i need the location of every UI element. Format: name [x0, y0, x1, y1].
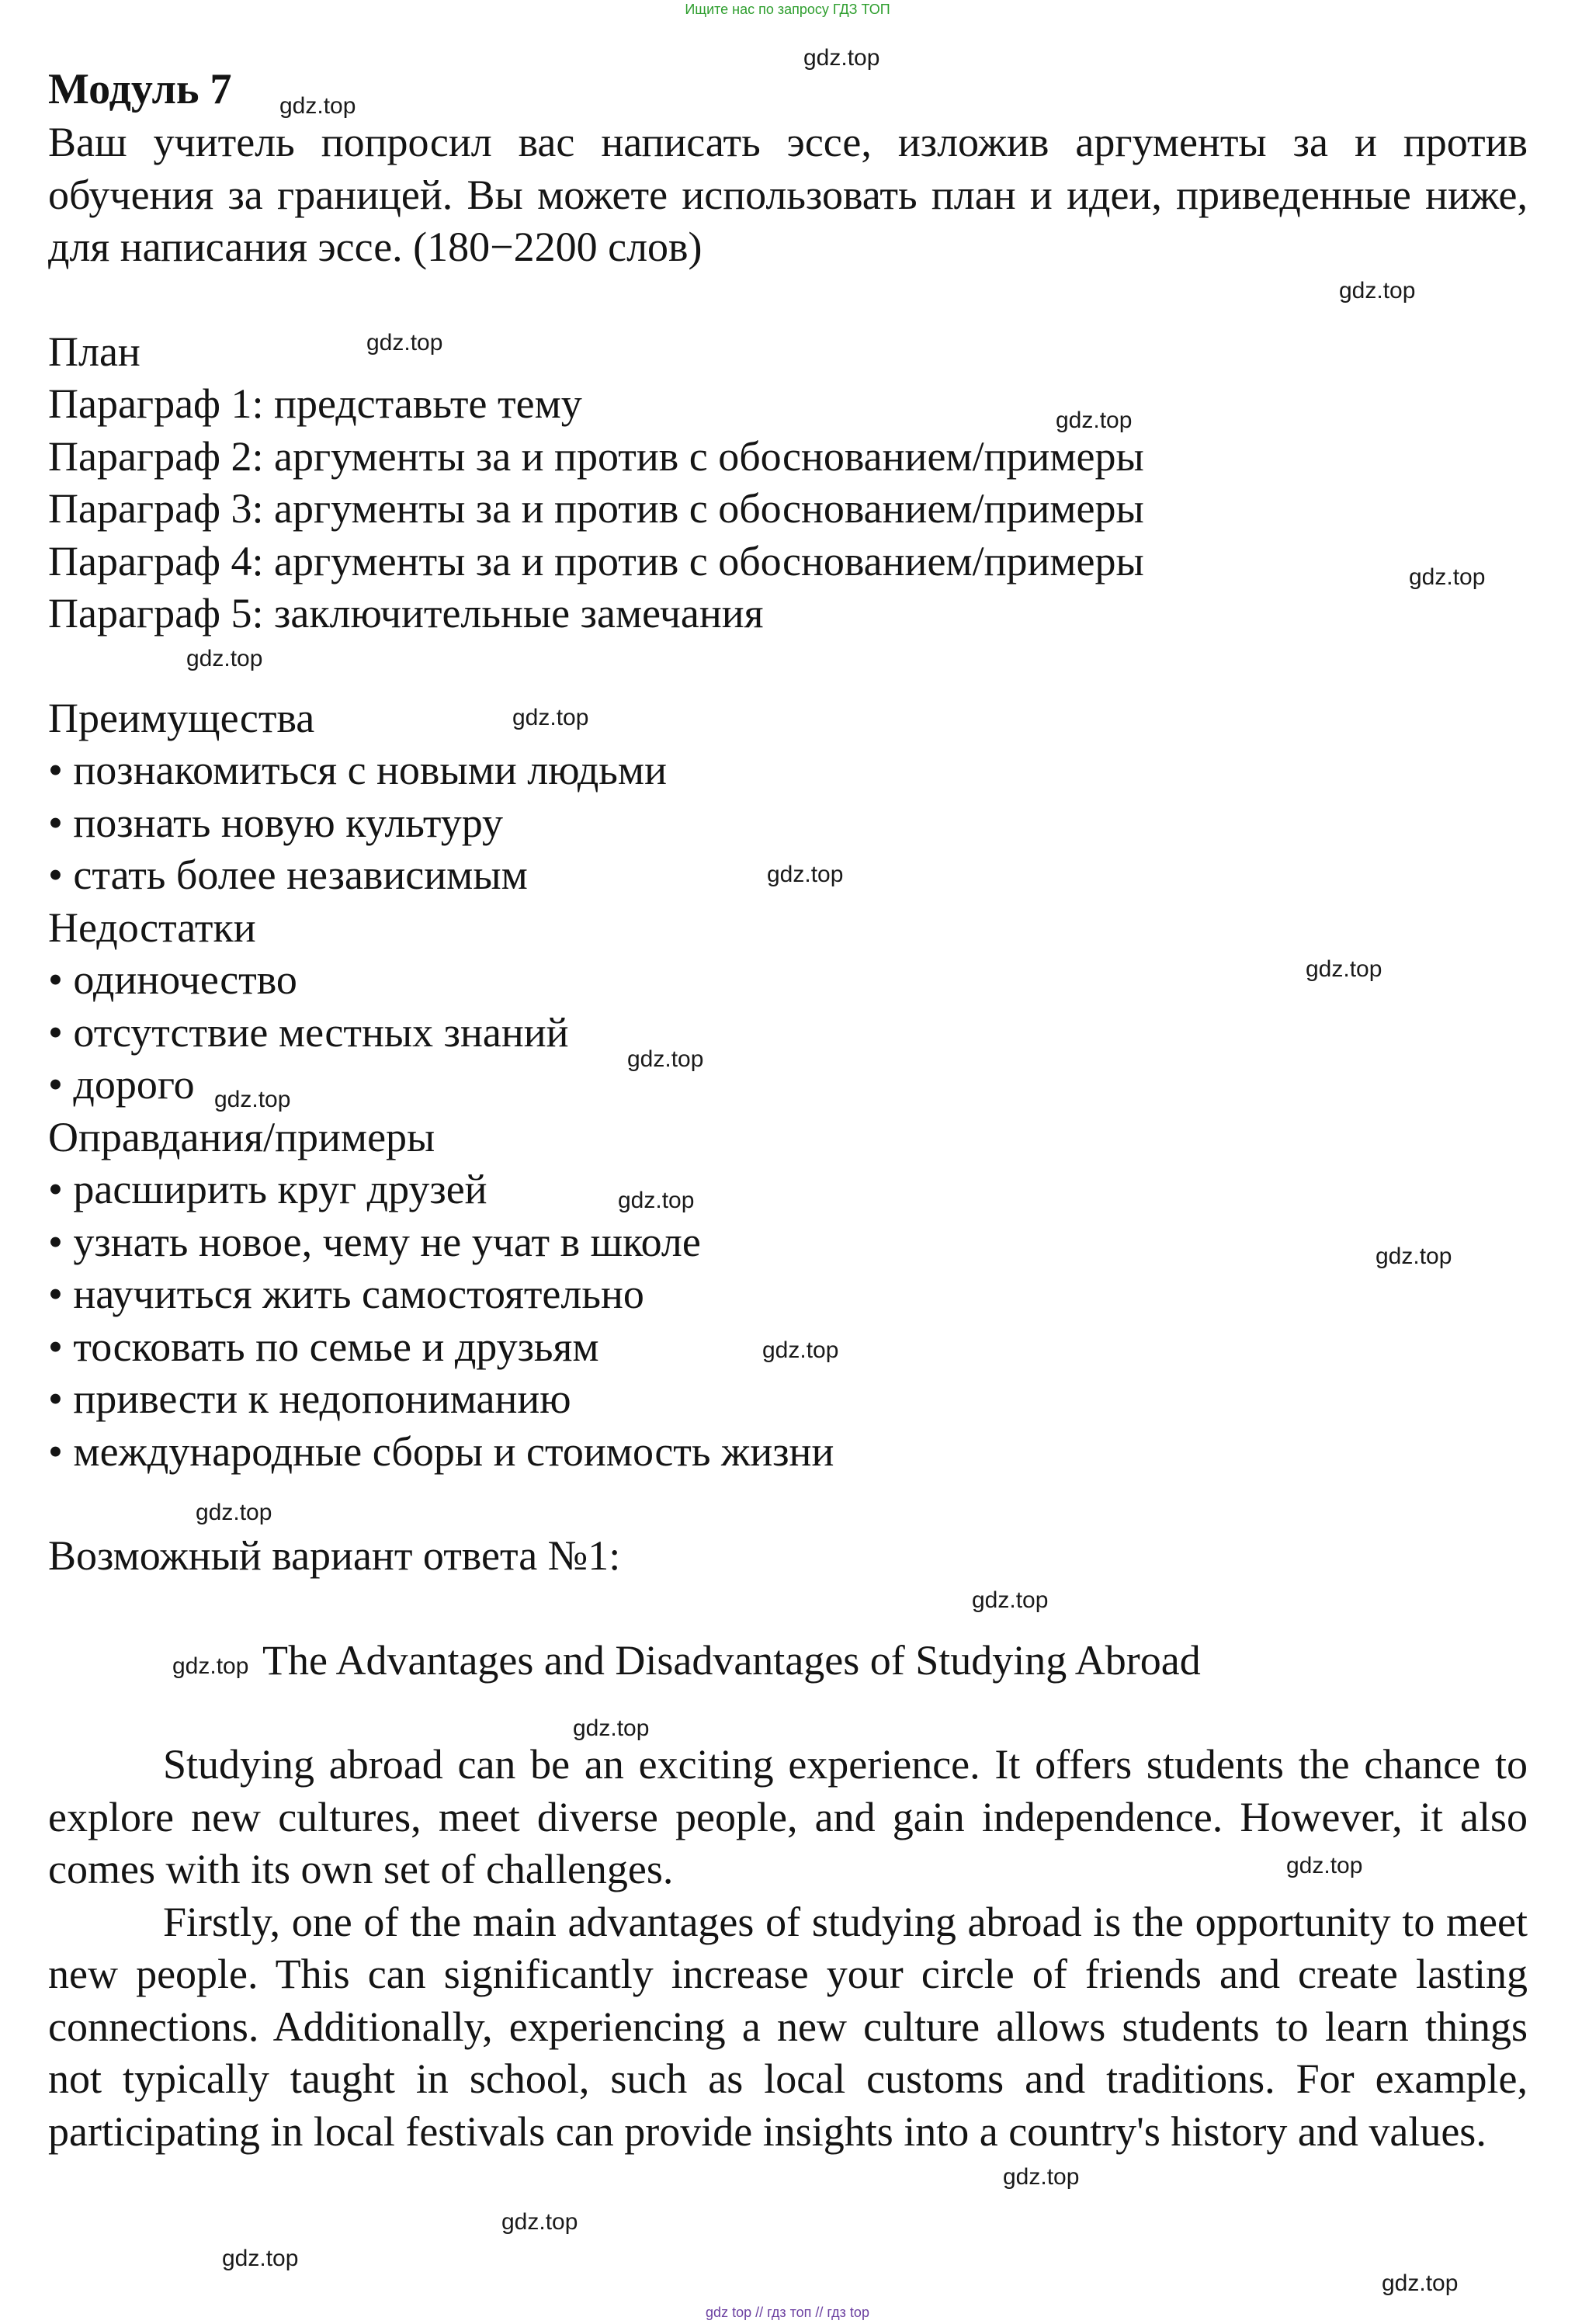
justification-item: • тосковать по семье и друзьям [48, 1323, 599, 1370]
watermark: gdz.top [196, 1500, 272, 1525]
disadvantages-heading: Недостатки [48, 904, 256, 951]
top-banner: Ищите нас по запросу ГДЗ ТОП [685, 2, 890, 17]
plan-item: Параграф 4: аргументы за и против с обоснованием/примеры [48, 537, 1144, 584]
watermark: gdz.top [1409, 564, 1486, 590]
watermark: gdz.top [222, 2246, 299, 2271]
answer-label: Возможный вариант ответа №1: [48, 1532, 621, 1579]
watermark: gdz.top [172, 1653, 249, 1679]
plan-item: Параграф 2: аргументы за и против с обоснованием/примеры [48, 432, 1144, 480]
essay-title: The Advantages and Disadvantages of Studying Abroad [262, 1636, 1201, 1684]
disadvantage-item: • одиночество [48, 956, 297, 1003]
watermark: gdz.top [1056, 408, 1133, 433]
task-prompt: Ваш учитель попросил вас написать эссе, изложив аргументы за и против обучения за границей. Вы можете использовать план и идеи, приведенные ниже, для написания эссе. (180−2200 слов) [48, 119, 1528, 270]
justification-item: • расширить круг друзей [48, 1166, 487, 1212]
advantage-item: • познакомиться с новыми людьми [48, 747, 668, 793]
essay-paragraph: Studying abroad can be an exciting experience. It offers students the chance to explore new cultures, meet diverse people, and gain independence. However, it also comes with its own set of challenges. [48, 1741, 1528, 1892]
watermark: gdz.top [214, 1087, 291, 1112]
watermark: gdz.top [1306, 956, 1382, 982]
advantage-item: • познать новую культуру [48, 799, 504, 846]
justifications-heading: Оправдания/примеры [48, 1113, 435, 1160]
justification-item: • международные сборы и стоимость жизни [48, 1427, 834, 1475]
watermark: gdz.top [1382, 2270, 1459, 2296]
footer-links: gdz top // гдз топ // гдз top [706, 2305, 869, 2320]
plan-item: Параграф 5: заключительные замечания [48, 590, 764, 636]
justification-item: • узнать новое, чему не учат в школе [48, 1218, 701, 1265]
disadvantage-item: • отсутствие местных знаний [48, 1008, 569, 1056]
advantages-heading: Преимущества [48, 694, 315, 741]
plan-item: Параграф 3: аргументы за и против с обоснованием/примеры [48, 485, 1144, 532]
watermark: gdz.top [803, 45, 880, 71]
watermark: gdz.top [972, 1587, 1049, 1613]
watermark: gdz.top [762, 1337, 839, 1363]
watermark: gdz.top [1339, 278, 1416, 304]
justification-item: • научиться жить самостоятельно [48, 1271, 644, 1317]
watermark: gdz.top [501, 2209, 578, 2235]
watermark: gdz.top [767, 862, 844, 887]
watermark: gdz.top [366, 330, 443, 356]
watermark: gdz.top [618, 1188, 695, 1213]
watermark: gdz.top [512, 705, 589, 730]
essay-paragraph: Firstly, one of the main advantages of studying abroad is the opportunity to meet new people. This can significantly increase your circle of friends and create lasting connections. Additionally, experiencing a new culture allows students to learn things not typically taught in school, such as local customs and traditions. For example, participating in local festivals can provide insights into a country's history and values. [48, 1898, 1528, 2155]
watermark: gdz.top [1003, 2164, 1080, 2190]
justification-item: • привести к недопониманию [48, 1375, 571, 1422]
watermark: gdz.top [1286, 1853, 1363, 1878]
disadvantage-item: • дорого [48, 1061, 195, 1108]
watermark: gdz.top [573, 1715, 650, 1741]
watermark: gdz.top [627, 1046, 704, 1072]
plan-heading: План [48, 328, 141, 375]
advantage-item: • стать более независимым [48, 852, 528, 898]
page-title: Модуль 7 [48, 65, 232, 113]
watermark: gdz.top [1376, 1244, 1452, 1269]
plan-item: Параграф 1: представьте тему [48, 380, 582, 427]
watermark: gdz.top [186, 646, 263, 671]
watermark: gdz.top [279, 93, 356, 119]
